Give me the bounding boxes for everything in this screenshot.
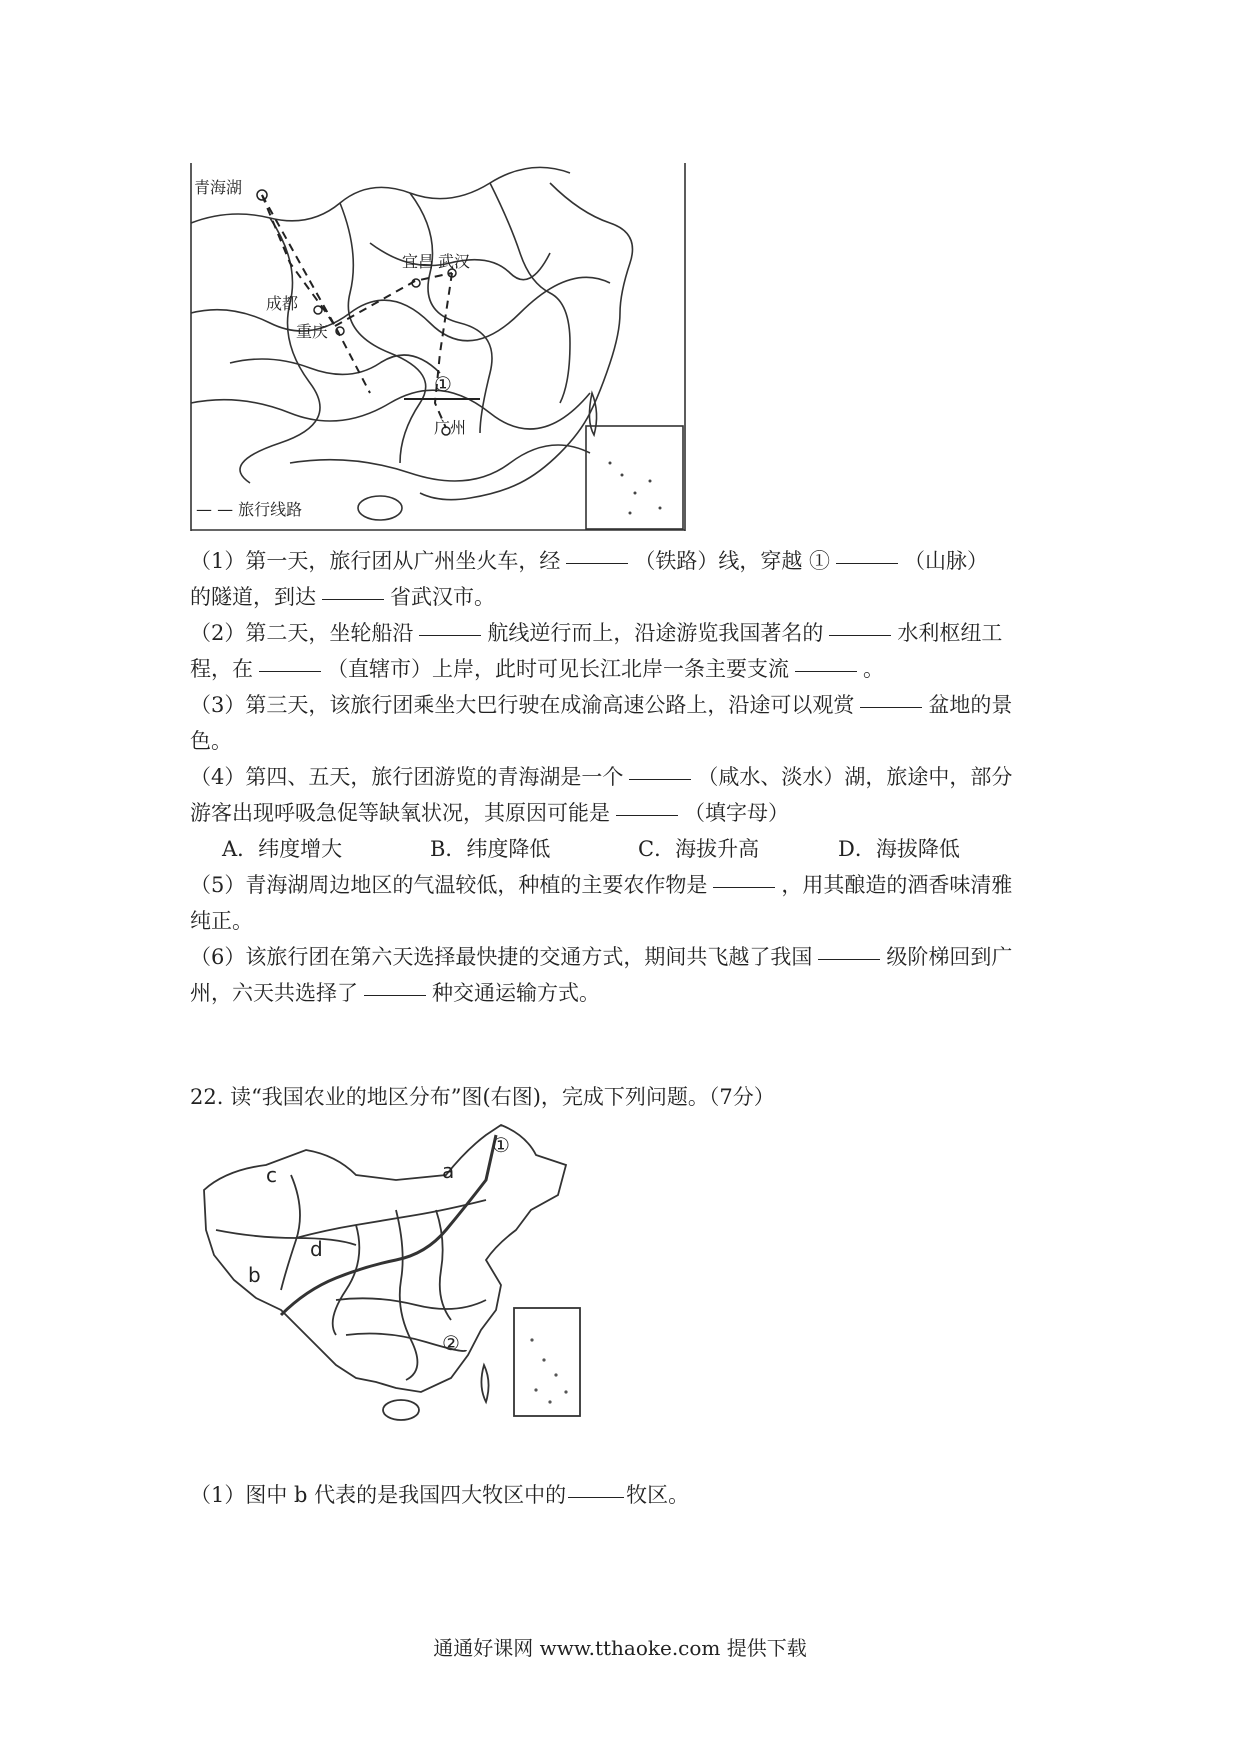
q21-sub5-line1 bbox=[190, 870, 1012, 900]
q21-sub1-line1 bbox=[190, 546, 988, 576]
answer-blank[interactable] bbox=[836, 562, 898, 564]
region-a: a bbox=[442, 1159, 455, 1183]
text: 色。 bbox=[190, 729, 232, 753]
answer-blank[interactable] bbox=[568, 1496, 624, 1498]
choice-a: A．纬度增大 bbox=[222, 837, 343, 861]
q21-sub6-line1 bbox=[190, 942, 1012, 972]
marker-1: ① bbox=[434, 372, 452, 396]
answer-blank[interactable] bbox=[629, 778, 691, 780]
text: 。 bbox=[863, 657, 884, 681]
text: （填字母） bbox=[684, 801, 789, 825]
q21-sub4-line2 bbox=[190, 798, 789, 828]
q21-sub1-line2 bbox=[190, 582, 495, 612]
q21-sub4-line1 bbox=[190, 762, 1012, 792]
answer-blank[interactable] bbox=[259, 670, 321, 672]
answer-blank[interactable] bbox=[860, 706, 922, 708]
answer-blank[interactable] bbox=[322, 598, 384, 600]
q21-sub3-line1 bbox=[190, 690, 1012, 720]
text: （2）第二天，坐轮船沿 bbox=[190, 621, 414, 645]
text: ，用其酿造的酒香味清雅 bbox=[781, 873, 1013, 897]
text: （5）青海湖周边地区的气温较低，种植的主要农作物是 bbox=[190, 873, 708, 897]
marker-1: ① bbox=[492, 1133, 510, 1157]
text: （3）第三天，该旅行团乘坐大巴行驶在成渝高速公路上，沿途可以观赏 bbox=[190, 693, 855, 717]
text: 种交通运输方式。 bbox=[432, 981, 600, 1005]
text: （铁路）线，穿越 ① bbox=[634, 549, 831, 573]
text: （山脉） bbox=[904, 549, 989, 573]
text: 盆地的景 bbox=[928, 693, 1013, 717]
label-chengdu: 成都 bbox=[266, 294, 299, 313]
region-b: b bbox=[248, 1263, 261, 1287]
answer-blank[interactable] bbox=[566, 562, 628, 564]
q22-title: 22. 读“我国农业的地区分布”图(右图)，完成下列问题。（7分） bbox=[190, 1085, 775, 1109]
text: （1）图中 b 代表的是我国四大牧区中的 bbox=[190, 1483, 567, 1507]
agriculture-distribution-map bbox=[196, 1120, 656, 1465]
map-legend: — — 旅行线路 bbox=[196, 500, 303, 519]
answer-blank[interactable] bbox=[616, 814, 678, 816]
text: 程，在 bbox=[190, 657, 253, 681]
text: 牧区。 bbox=[626, 1483, 690, 1507]
answer-blank[interactable] bbox=[818, 958, 880, 960]
q21-sub3-line2 bbox=[190, 726, 232, 756]
text: （6）该旅行团在第六天选择最快捷的交通方式，期间共飞越了我国 bbox=[190, 945, 813, 969]
choice-b: B．纬度降低 bbox=[430, 837, 551, 861]
text: 游客出现呼吸急促等缺氧状况，其原因可能是 bbox=[190, 801, 610, 825]
text: （直辖市）上岸，此时可见长江北岸一条主要支流 bbox=[327, 657, 789, 681]
text: 省武汉市。 bbox=[390, 585, 495, 609]
label-guangzhou: 广州 bbox=[434, 418, 467, 437]
text: 级阶梯回到广 bbox=[886, 945, 1013, 969]
label-wuhan: 武汉 bbox=[438, 252, 471, 271]
text: （4）第四、五天，旅行团游览的青海湖是一个 bbox=[190, 765, 624, 789]
answer-blank[interactable] bbox=[829, 634, 891, 636]
label-qinghai-lake: 青海湖 bbox=[194, 178, 243, 197]
answer-blank[interactable] bbox=[795, 670, 857, 672]
label-chongqing: 重庆 bbox=[296, 322, 329, 341]
q22-sub1 bbox=[190, 1480, 689, 1510]
marker-2: ② bbox=[442, 1331, 460, 1355]
answer-blank[interactable] bbox=[364, 994, 426, 996]
q21-sub5-line2 bbox=[190, 906, 253, 936]
region-c: c bbox=[266, 1163, 277, 1187]
answer-blank[interactable] bbox=[419, 634, 481, 636]
text: 纯正。 bbox=[190, 909, 253, 933]
text: （咸水、淡水）湖，旅途中，部分 bbox=[697, 765, 1013, 789]
q21-sub2-line1 bbox=[190, 618, 1002, 648]
text: （1）第一天，旅行团从广州坐火车，经 bbox=[190, 549, 561, 573]
text: 州，六天共选择了 bbox=[190, 981, 358, 1005]
choice-c: C．海拔升高 bbox=[638, 837, 760, 861]
q21-sub2-line2 bbox=[190, 654, 884, 684]
answer-blank[interactable] bbox=[713, 886, 775, 888]
q21-sub6-line2 bbox=[190, 978, 600, 1008]
text: 水利枢纽工 bbox=[897, 621, 1003, 645]
text: 的隧道，到达 bbox=[190, 585, 316, 609]
page-footer: 通通好课网 www.tthaoke.com 提供下载 bbox=[433, 1636, 807, 1660]
label-yichang: 宜昌 bbox=[402, 252, 435, 271]
choice-d: D．海拔降低 bbox=[838, 837, 960, 861]
region-d: d bbox=[310, 1237, 323, 1261]
text: 航线逆行而上，沿途游览我国著名的 bbox=[487, 621, 824, 645]
travel-route-map bbox=[190, 163, 686, 531]
